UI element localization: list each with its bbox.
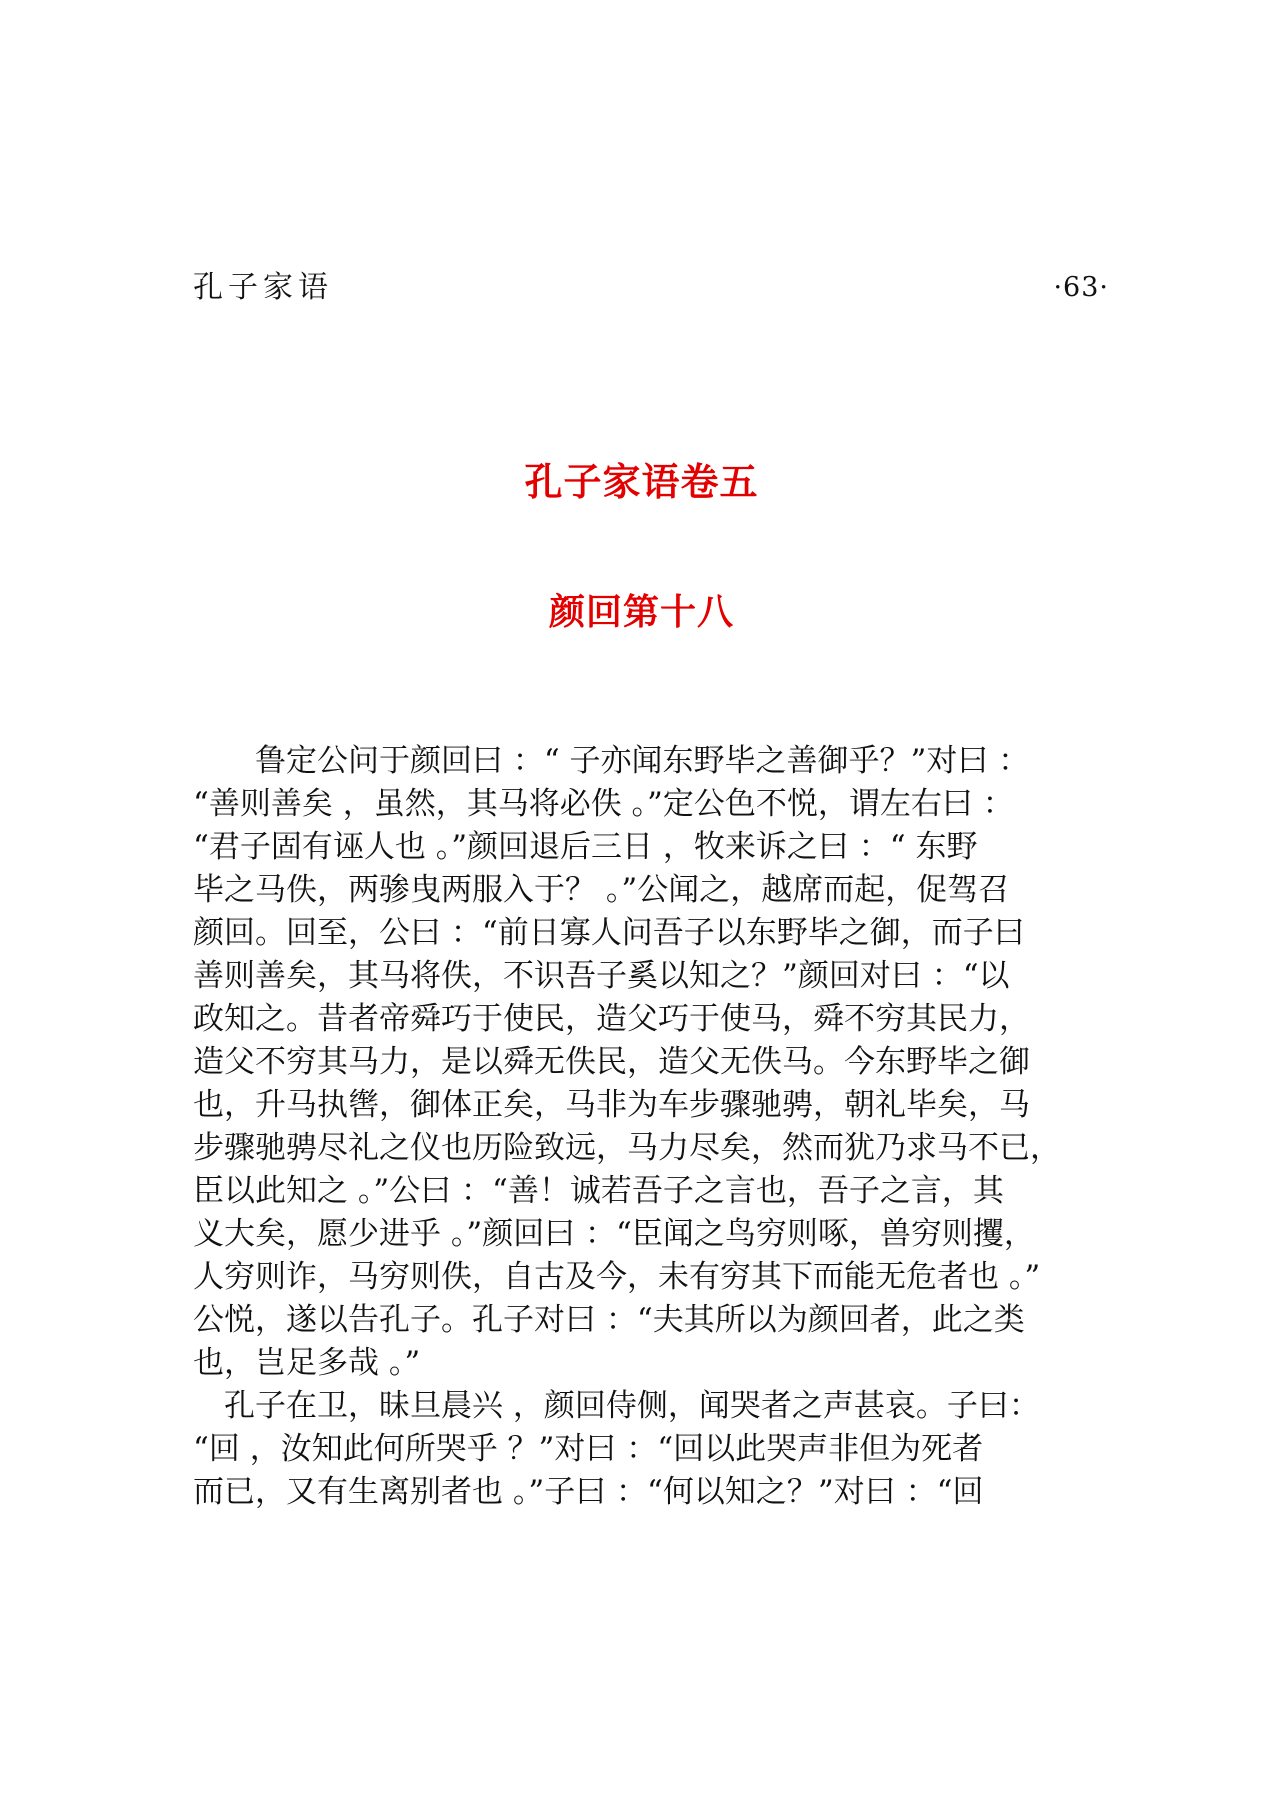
text-line: “善则善矣 ，虽然，其马将必佚 。”定公色不悦，谓左右曰 ： <box>193 786 1014 822</box>
text-line: 政知之。昔者帝舜巧于使民，造父巧于使马，舜不穷其民力， <box>193 1001 1030 1037</box>
text-line: 步骤驰骋尽礼之仪也历险致远，马力尽矣，然而犹乃求马不已， <box>193 1130 1061 1166</box>
text-line: 人穷则诈，马穷则佚，自古及今，未有穷其下而能无危者也 。” <box>193 1259 1041 1295</box>
text-line: “君子固有诬人也 。”颜回退后三日 ，牧来诉之曰 ：“ 东野 <box>193 829 978 865</box>
page-number: ·63· <box>1053 272 1109 303</box>
running-header-book-title: 孔子家语 <box>193 270 333 305</box>
text-line: 善则善矣，其马将佚，不识吾子奚以知之？”颜回对曰 ：“以 <box>193 958 1010 994</box>
text-line: “回 ，汝知此何所哭乎 ？”对曰 ：“回以此哭声非但为死者 <box>193 1431 984 1467</box>
chapter-title: 颜回第十八 <box>548 592 734 633</box>
text-line: 臣以此知之 。”公曰 ：“善！诚若吾子之言也，吾子之言，其 <box>193 1173 1004 1209</box>
volume-title: 孔子家语卷五 <box>524 460 759 504</box>
text-line: 而已，又有生离别者也 。”子曰 ：“何以知之？”对曰 ：“回 <box>193 1474 984 1510</box>
text-line: 孔子在卫，昧旦晨兴 ，颜回侍侧，闻哭者之声甚哀。子曰： <box>193 1388 1040 1424</box>
text-line: 也，升马执辔，御体正矣，马非为车步骤驰骋，朝礼毕矣，马 <box>193 1087 1030 1123</box>
text-line: 义大矣，愿少进乎 。”颜回曰 ：“臣闻之鸟穷则啄，兽穷则攫， <box>193 1216 1035 1252</box>
text-line: 也，岂足多哉 。” <box>193 1345 421 1381</box>
text-line: 造父不穷其马力，是以舜无佚民，造父无佚马。今东野毕之御 <box>193 1044 1030 1080</box>
body-text <box>193 740 1113 1514</box>
text-line: 颜回。回至，公曰 ：“前日寡人问吾子以东野毕之御，而子曰 <box>193 915 1025 951</box>
text-line: 毕之马佚，两骖曳两服入于？ 。”公闻之，越席而起，促驾召 <box>193 872 1010 908</box>
text-line: 公悦，遂以告孔子。孔子对曰 ：“夫其所以为颜回者，此之类 <box>193 1302 1025 1338</box>
text-line: 鲁定公问于颜回曰 ：“ 子亦闻东野毕之善御乎？”对曰 ： <box>193 743 1030 779</box>
